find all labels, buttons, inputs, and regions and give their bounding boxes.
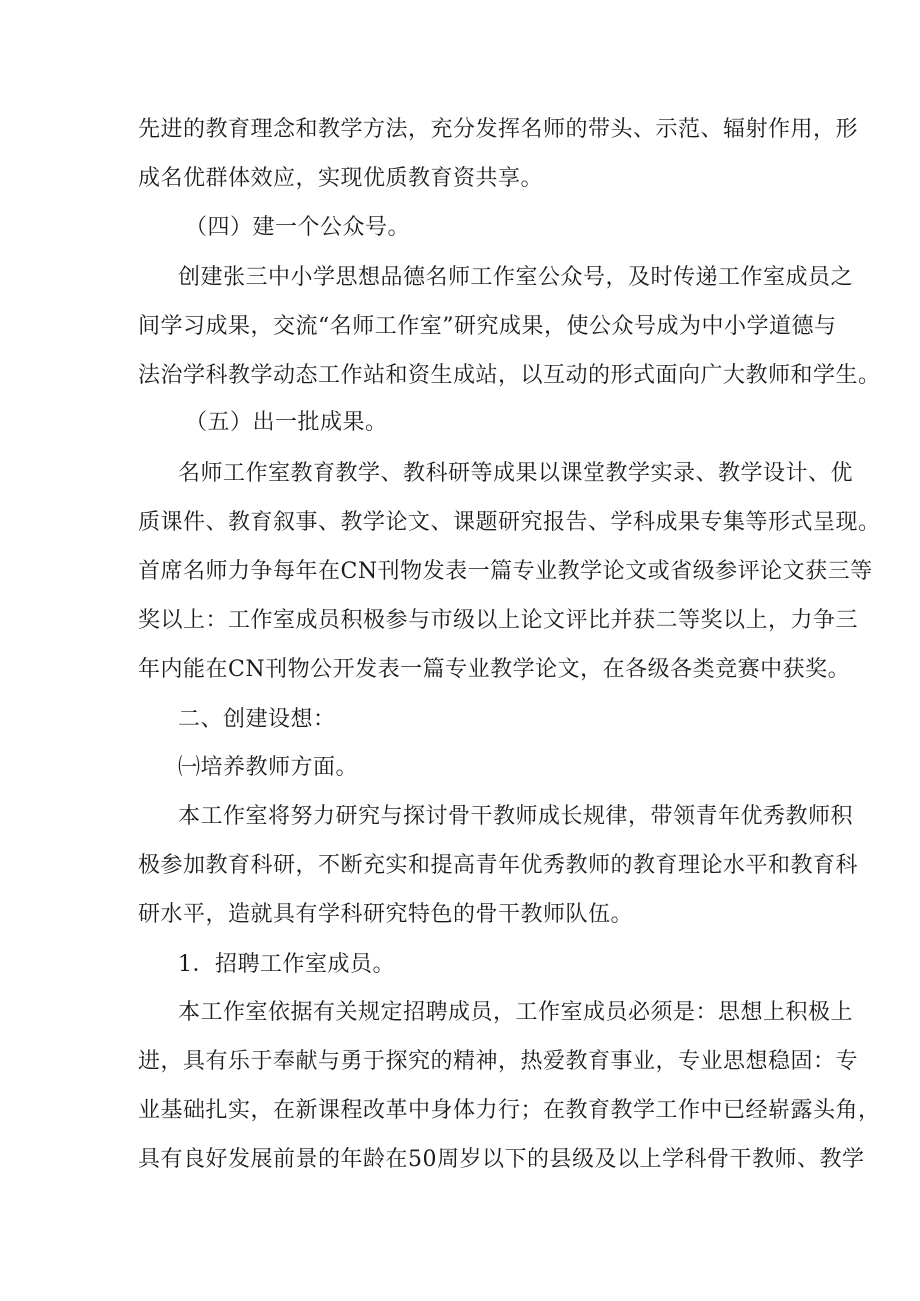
section-heading: ㈠培养教师方面。 <box>178 755 359 780</box>
paragraph-line: 研水平，造就具有学科研究特色的骨干教师队伍。 <box>138 902 634 927</box>
section-heading: （五）出一批成果。 <box>185 410 388 435</box>
section-heading: 1．招聘工作室成员。 <box>178 952 395 977</box>
section-heading: 二、创建设想： <box>178 707 336 732</box>
paragraph-line: 名师工作室教育教学、教科研等成果以课堂教学实录、教学设计、优 <box>178 461 854 486</box>
paragraph-line: 年内能在CN刊物公开发表一篇专业教学论文，在各级各类竞赛中获奖。 <box>138 657 851 682</box>
paragraph-line: 创建张三中小学思想品德名师工作室公众号，及时传递工作室成员之 <box>178 265 854 290</box>
paragraph-line: 成名优群体效应，实现优质教育资共享。 <box>138 166 544 191</box>
paragraph-line: 先进的教育理念和教学方法，充分发挥名师的带头、示范、辐射作用，形 <box>138 117 859 142</box>
paragraph-line: 法治学科教学动态工作站和资生成站，以互动的形式面向广大教师和学生。 <box>138 363 881 388</box>
paragraph-line: 具有良好发展前景的年龄在50周岁以下的县级及以上学科骨干教师、教学 <box>138 1147 865 1172</box>
paragraph-line: 本工作室依据有关规定招聘成员，工作室成员必须是：思想上积极上 <box>178 1000 854 1025</box>
section-heading: （四）建一个公众号。 <box>185 215 411 240</box>
paragraph-line: 业基础扎实，在新课程改革中身体力行；在教育教学工作中已经崭露头角， <box>138 1098 881 1123</box>
paragraph-line: 质课件、教育叙事、教学论文、课题研究报告、学科成果专集等形式呈现。 <box>138 510 881 535</box>
paragraph-line: 极参加教育科研，不断充实和提高青年优秀教师的教育理论水平和教育科 <box>138 853 859 878</box>
paragraph-line: 进，具有乐于奉献与勇于探究的精神，热爱教育事业，专业思想稳固：专 <box>138 1049 859 1074</box>
paragraph-line: 奖以上：工作室成员积极参与市级以上论文评比并获二等奖以上，力争三 <box>138 608 859 633</box>
paragraph-line: 本工作室将努力研究与探讨骨干教师成长规律，带领青年优秀教师积 <box>178 804 854 829</box>
paragraph-line: 首席名师力争每年在CN刊物发表一篇专业教学论文或省级参评论文获三等 <box>138 559 873 584</box>
paragraph-line: 间学习成果，交流“名师工作室”研究成果，使公众号成为中小学道德与 <box>138 314 837 339</box>
